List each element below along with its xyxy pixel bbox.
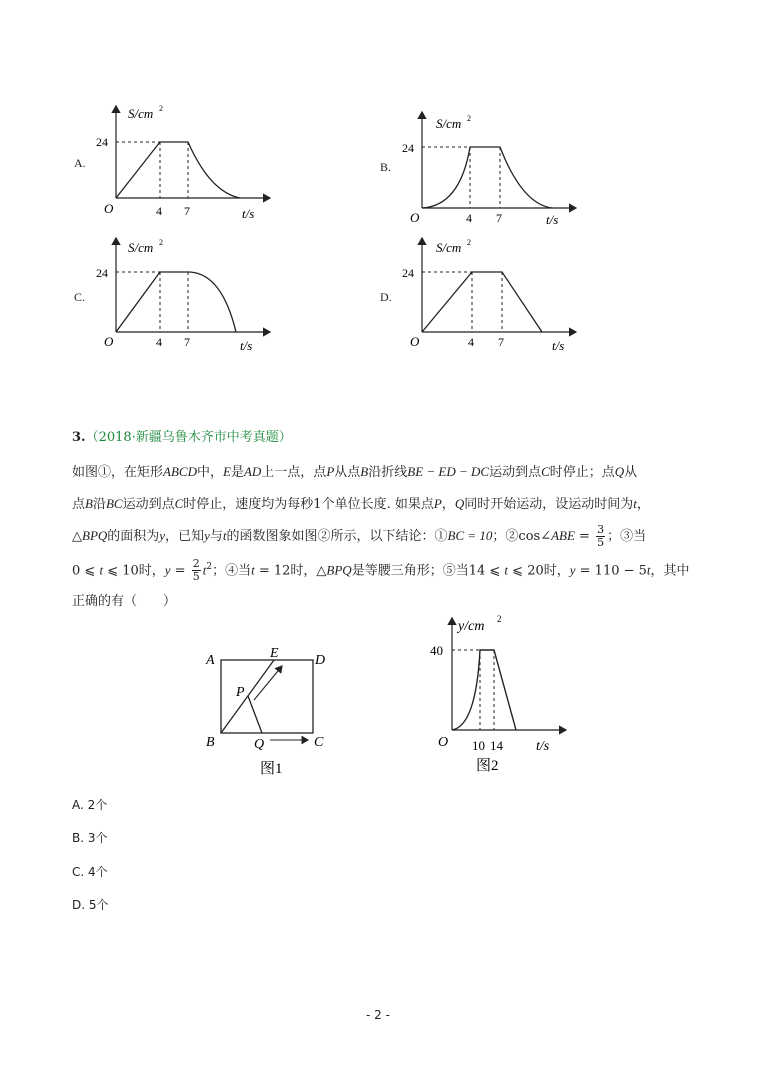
rectangle-abcd <box>221 660 313 733</box>
svg-text:S/cm: S/cm <box>128 240 154 255</box>
question-line-5: 正确的有（ ） <box>72 594 177 610</box>
x-label: t/s <box>242 206 255 221</box>
curve <box>452 650 516 730</box>
svg-text:4: 4 <box>466 211 472 225</box>
question-number: 3. <box>72 430 86 445</box>
svg-text:4: 4 <box>156 335 162 349</box>
question-source: （2018·新疆乌鲁木齐市中考真题） <box>85 430 292 445</box>
y-label: S/cm <box>128 106 154 121</box>
figure-1 <box>200 640 340 780</box>
svg-text:y/cm: y/cm <box>458 619 485 634</box>
svg-text:C: C <box>314 735 324 750</box>
svg-text:24: 24 <box>402 141 414 155</box>
svg-text:D: D <box>315 653 326 668</box>
question-line-3: △BPQ的面积为y，已知y与t的函数图象如图②所示，以下结论：①BC = 10；②cos∠ABE = $\frac{3}{5}$ ；③当 <box>72 523 647 549</box>
svg-text:2: 2 <box>497 614 502 624</box>
question-line-4: 0 ⩽ t ⩽ 10时，y = $\frac{2}{5}$ $t^2$；④当t = 12时，△BPQ是等腰三角形；⑤当14 ⩽ t ⩽ 20时，y = 110 − 5t，其中 <box>72 557 690 584</box>
svg-text:7: 7 <box>498 335 504 349</box>
svg-text:2: 2 <box>159 238 163 247</box>
page-number: - 2 - <box>366 1008 390 1022</box>
fraction-3-5: $\frac{3}{5}$ <box>597 523 605 549</box>
option-a-graph <box>90 100 280 222</box>
curve <box>116 142 240 198</box>
choice-d[interactable]: D. 5个 <box>72 898 109 912</box>
question-line-2: 点B沿BC运动到点C时停止，速度均为每秒1个单位长度. 如果点P，Q同时开始运动，设运动时间为t， <box>72 496 650 512</box>
svg-text:2: 2 <box>467 114 471 123</box>
svg-text:B: B <box>206 735 215 750</box>
fraction-2-5: $\frac{2}{5}$ <box>192 557 200 584</box>
option-b-letter: B. <box>380 160 392 174</box>
svg-text:O: O <box>410 210 420 225</box>
svg-text:t/s: t/s <box>546 212 559 227</box>
x-tick-4: 4 <box>156 204 162 218</box>
svg-text:40: 40 <box>430 643 443 658</box>
question-header <box>72 426 292 445</box>
svg-text:24: 24 <box>96 266 108 280</box>
svg-text:4: 4 <box>468 335 474 349</box>
choice-a[interactable]: A. 2个 <box>72 798 108 812</box>
option-c-letter: C. <box>74 290 86 304</box>
svg-text:S/cm: S/cm <box>436 240 462 255</box>
svg-text:2: 2 <box>467 238 471 247</box>
svg-text:7: 7 <box>496 211 502 225</box>
option-a-letter: A. <box>74 156 86 170</box>
origin: O <box>104 201 114 216</box>
svg-text:P: P <box>236 685 245 700</box>
svg-text:O: O <box>104 334 114 349</box>
option-c-graph <box>90 234 280 356</box>
svg-text:图2: 图2 <box>476 758 499 774</box>
arrow-p <box>254 666 282 700</box>
option-d-graph <box>396 234 586 356</box>
choice-c[interactable]: C. 4个 <box>72 865 108 879</box>
svg-text:Q: Q <box>254 737 265 752</box>
svg-text:A: A <box>206 653 215 668</box>
svg-text:14: 14 <box>490 738 503 753</box>
question-line-1: 如图①，在矩形ABCD中，E是AD上一点，点P从点B沿折线BE − ED − DC运动到点C时停止；点Q从 <box>72 464 638 480</box>
figure-2 <box>424 608 574 780</box>
y-label-sup: 2 <box>159 104 163 113</box>
svg-text:E: E <box>270 646 279 661</box>
svg-text:O: O <box>438 735 449 750</box>
x-tick-7: 7 <box>184 204 190 218</box>
svg-text:10: 10 <box>472 738 485 753</box>
svg-text:t/s: t/s <box>536 739 550 754</box>
svg-text:24: 24 <box>402 266 414 280</box>
y-label: S/cm <box>436 116 462 131</box>
question-body <box>72 456 762 617</box>
segment-pq <box>248 696 262 733</box>
svg-text:图1: 图1 <box>260 761 283 777</box>
y-tick: 24 <box>96 135 108 149</box>
choice-b[interactable]: B. 3个 <box>72 831 108 845</box>
option-b-graph <box>396 108 586 230</box>
svg-text:t/s: t/s <box>240 338 253 353</box>
option-d-letter: D. <box>380 290 392 304</box>
svg-text:O: O <box>410 334 420 349</box>
svg-text:t/s: t/s <box>552 338 565 353</box>
svg-text:7: 7 <box>184 335 190 349</box>
